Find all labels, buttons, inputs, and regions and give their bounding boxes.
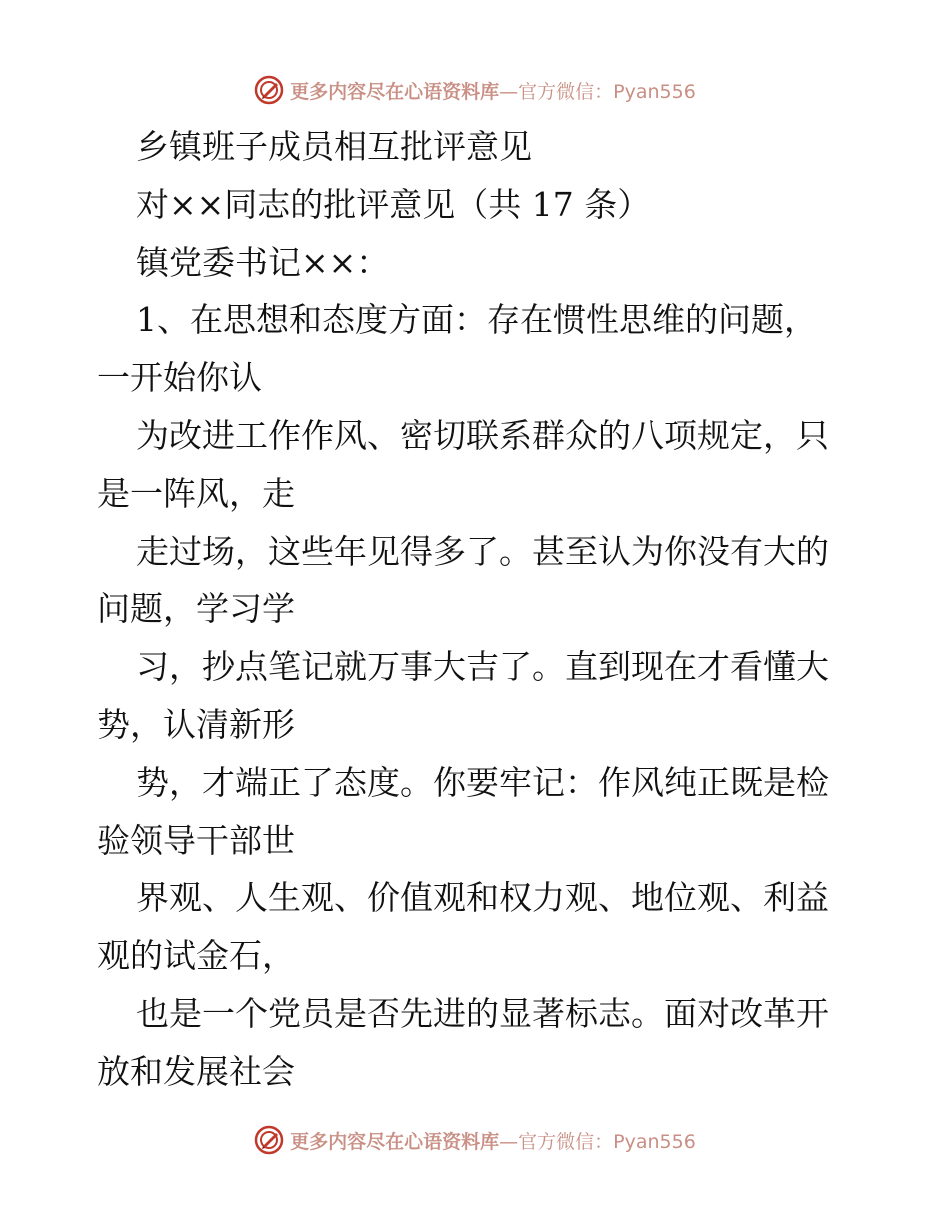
paragraph-line: 习，抄点笔记就万事大吉了。直到现在才看懂大 (136, 647, 829, 687)
paragraph-line: 走过场，这些年见得多了。甚至认为你没有大的 (136, 531, 829, 571)
header-watermark (0, 70, 950, 110)
paragraph-line: 一开始你认 (97, 358, 262, 398)
paragraph-line: 放和发展社会 (97, 1051, 295, 1091)
document-title: 乡镇班子成员相互批评意见 (136, 127, 532, 166)
paragraph-line: 势，认清新形 (97, 704, 295, 744)
paragraph-line: 势，才端正了态度。你要牢记：作风纯正既是检 (136, 762, 829, 802)
watermark-dash: — (499, 1130, 519, 1153)
watermark-brand: 更多内容尽在心语资料库 (290, 1130, 500, 1153)
paragraph-line: 观的试金石， (97, 936, 295, 976)
document-body (97, 118, 857, 1101)
footer-watermark (0, 1120, 950, 1160)
paragraph-line: 界观、人生观、价值观和权力观、地位观、利益 (136, 878, 829, 918)
paragraph-line: 验领导干部世 (97, 820, 295, 860)
watermark-brand: 更多内容尽在心语资料库 (290, 80, 500, 103)
watermark-text (290, 1127, 696, 1154)
paragraph-line: 也是一个党员是否先进的显著标志。面对改革开 (136, 993, 829, 1033)
watermark-contact: 官方微信：Pyan556 (518, 1130, 696, 1153)
paragraph-line: 问题，学习学 (97, 589, 295, 629)
paragraph-line: 是一阵风，走 (97, 473, 295, 513)
paragraph-line: 为改进工作作风、密切联系群众的八项规定，只 (136, 415, 829, 455)
watermark-text (290, 77, 696, 104)
paragraph-line: 1、在思想和态度方面：存在惯性思维的问题， (136, 300, 817, 340)
pen-logo-icon (254, 1125, 284, 1155)
pen-logo-icon (254, 75, 284, 105)
document-subtitle: 对××同志的批评意见（共 17 条） (136, 184, 651, 224)
watermark-dash: — (499, 80, 519, 103)
document-addressee: 镇党委书记××： (136, 242, 390, 282)
watermark-contact: 官方微信：Pyan556 (518, 80, 696, 103)
